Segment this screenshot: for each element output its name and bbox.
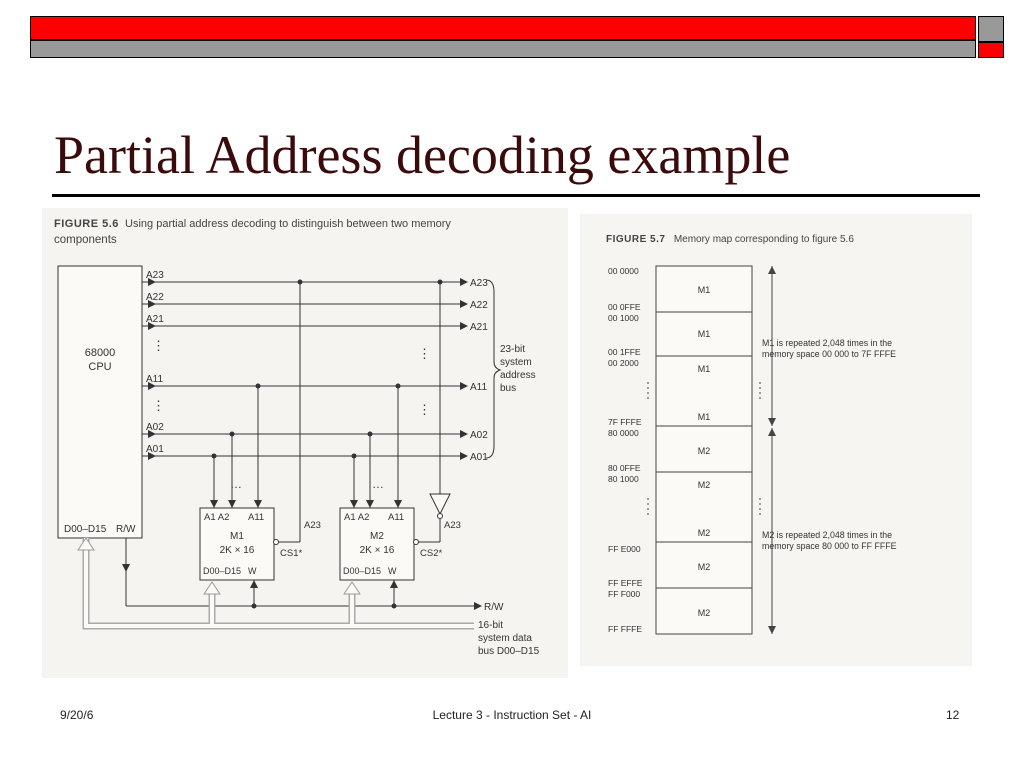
figure-5-6-panel [42, 208, 568, 678]
mem-addr-00-0000: 00 0000 [608, 266, 639, 276]
cpu-label-line2: CPU [88, 361, 112, 373]
address-bus-label-line2: system [500, 357, 532, 368]
mem-addr-00-0ffe: 00 0FFE [608, 302, 641, 312]
cpu-rw-label: R/W [116, 524, 136, 535]
mem-addr-80-0000: 80 0000 [608, 428, 639, 438]
mem-block-m1-3: M1 [697, 364, 711, 374]
m2-w-label: W [388, 566, 397, 576]
addr-left-a21: A21 [146, 314, 164, 325]
addr-left-a23: A23 [146, 270, 164, 281]
addr-right-a11: A11 [470, 382, 488, 393]
ellipsis-m1: … [230, 477, 242, 491]
ellipsis-left-upper: ⋮ [152, 338, 165, 353]
mem-addr-80-1000: 80 1000 [608, 474, 639, 484]
m1-name: M1 [230, 531, 244, 542]
mem-block-m1-1: M1 [697, 285, 711, 295]
footer-lecture-title: Lecture 3 - Instruction Set - AI [432, 708, 592, 722]
data-bus-label-line3: bus D00–D15 [478, 646, 540, 657]
addr-left-a22: A22 [146, 292, 164, 303]
m2-repeat-note-line2: memory space 80 000 to FF FFFE [762, 541, 897, 551]
footer-page-number: 12 [946, 708, 960, 722]
addr-left-a11: A11 [146, 374, 164, 385]
ellipsis-left-lower: ⋮ [152, 398, 165, 413]
figure-5-7-caption-text: Memory map corresponding to figure 5.6 [673, 234, 854, 245]
mem-addr-ff-fffe: FF FFFE [608, 624, 642, 634]
ellipsis-right-lower: ⋮ [418, 402, 431, 417]
m2-cs-label: CS2* [420, 548, 443, 559]
addr-left-a02: A02 [146, 422, 164, 433]
addr-left-a01: A01 [146, 444, 164, 455]
slide-title: Partial Address decoding example [54, 125, 791, 185]
m2-a11-label: A11 [388, 512, 405, 523]
header-square-red [978, 42, 1004, 58]
mem-addr-00-2000: 00 2000 [608, 358, 639, 368]
mem-addr-00-1000: 00 1000 [608, 313, 639, 323]
addr-right-a01: A01 [470, 452, 488, 463]
m1-repeat-note-line2: memory space 00 000 to 7F FFFE [762, 349, 896, 359]
figure-5-6-label: FIGURE 5.6 [54, 218, 119, 230]
m1-a11-label: A11 [248, 512, 265, 523]
mem-block-m2-2: M2 [697, 480, 711, 490]
figure-5-7-label: FIGURE 5.7 [606, 234, 666, 245]
addr-right-a02: A02 [470, 430, 488, 441]
mem-addr-ff-f000: FF F000 [608, 589, 641, 599]
m1-a23-label: A23 [304, 520, 321, 531]
m2-address-label: A1 A2 [344, 512, 370, 523]
mem-block-m2-4: M2 [697, 562, 711, 572]
mem-addr-80-0ffe: 80 0FFE [608, 463, 641, 473]
mem-block-m2-3: M2 [697, 528, 711, 538]
cpu-data-bus-label: D00–D15 [64, 524, 107, 535]
mem-addr-00-1ffe: 00 1FFE [608, 347, 641, 357]
m1-size: 2K × 16 [219, 545, 255, 556]
figure-5-7-panel [580, 214, 972, 666]
rw-bus-label: R/W [484, 602, 504, 613]
m1-address-label: A1 A2 [204, 512, 230, 523]
figure-5-6-diagram [42, 208, 568, 678]
address-bus-label-line4: bus [500, 383, 517, 394]
header-bar-red [30, 16, 976, 40]
mem-block-m2-1: M2 [697, 446, 711, 456]
m2-a23-label: A23 [444, 520, 461, 531]
figure-5-6-caption-line2: components [54, 234, 117, 246]
mem-addr-ff-e000: FF E000 [608, 544, 641, 554]
mem-addr-ff-effe: FF EFFE [608, 578, 643, 588]
title-rule [52, 194, 980, 197]
header-bar-gray [30, 40, 976, 58]
addr-right-a23: A23 [470, 278, 488, 289]
footer-date: 9/20/6 [60, 708, 94, 722]
m2-repeat-note-line1: M2 is repeated 2,048 times in the [762, 530, 893, 540]
mem-block-m2-5: M2 [697, 608, 711, 618]
data-bus-label-line2: system data [478, 633, 532, 644]
mem-block-m1-2: M1 [697, 329, 711, 339]
figure-5-6-caption-line1: Using partial address decoding to distinguish between two memory [125, 218, 451, 230]
ellipsis-m2: … [372, 477, 384, 491]
addr-right-a22: A22 [470, 300, 488, 311]
cpu-box [58, 266, 142, 538]
data-bus-label-line1: 16-bit [478, 620, 504, 631]
mem-block-m1-4: M1 [697, 412, 711, 422]
cpu-label-line1: 68000 [84, 347, 116, 359]
m1-w-label: W [248, 566, 257, 576]
address-bus-label-line1: 23-bit [500, 344, 526, 355]
address-bus-label-line3: address [500, 370, 536, 381]
header-square-gray [978, 16, 1004, 42]
m1-repeat-note-line1: M1 is repeated 2,048 times in the [762, 338, 893, 348]
m1-data-label: D00–D15 [203, 566, 242, 576]
m1-cs-label: CS1* [280, 548, 303, 559]
m2-size: 2K × 16 [359, 545, 395, 556]
m2-name: M2 [370, 531, 384, 542]
addr-right-a21: A21 [470, 322, 488, 333]
mem-addr-7f-fffe: 7F FFFE [608, 417, 642, 427]
ellipsis-right-upper: ⋮ [418, 346, 431, 361]
m2-data-label: D00–D15 [343, 566, 382, 576]
memory-map-diagram [580, 214, 972, 666]
